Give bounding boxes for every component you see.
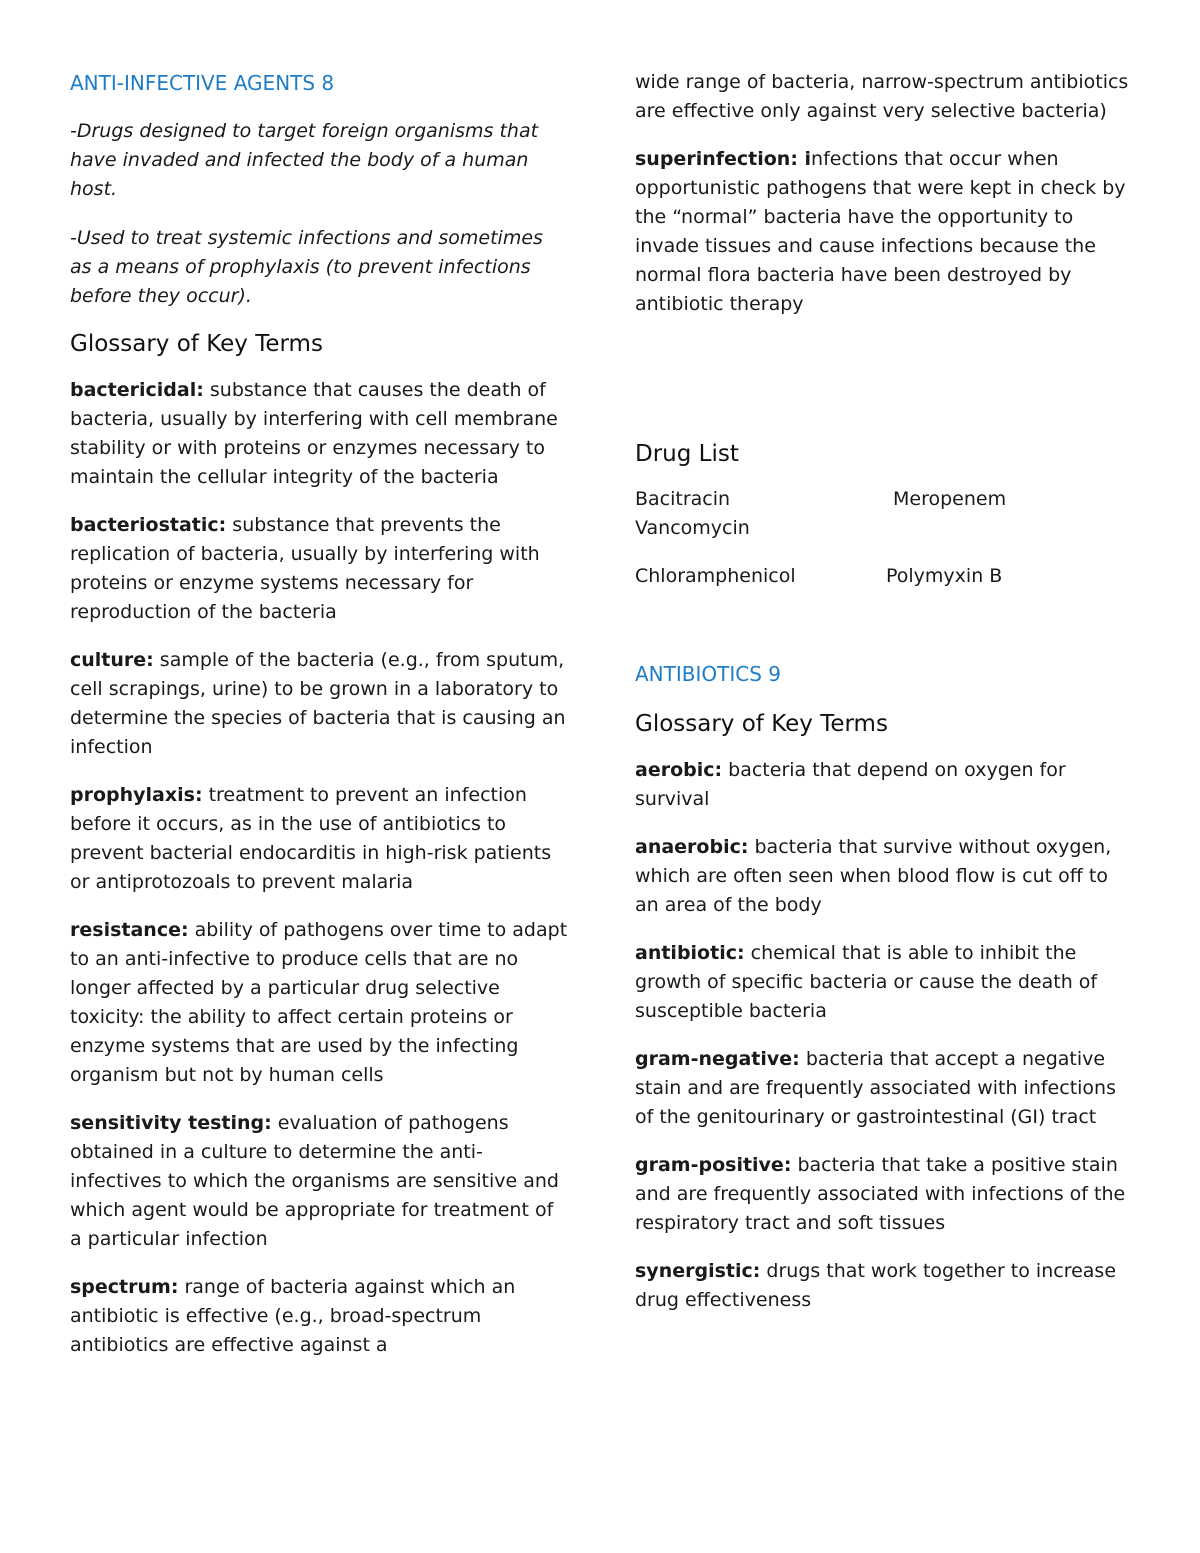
term-definition: substance that prevents the replication of bacteria, usually by interfering with proteins or enzyme systems necessary for reproduction of the bacteria xyxy=(70,514,540,623)
section-title-antibiotics: ANTIBIOTICS 9 xyxy=(635,662,781,686)
drug-item: Chloramphenicol xyxy=(635,565,796,587)
drug-item: Vancomycin xyxy=(635,517,750,539)
term-label: bactericidal: xyxy=(70,379,204,401)
term-definition: treatment to prevent an infection before it occurs, as in the use of antibiotics to prevent bacterial endocarditis in high-risk patients or antiprotozoals to prevent malaria xyxy=(70,784,552,893)
term-entry-synergistic xyxy=(635,1257,1135,1315)
term-definition: bacteria that survive without oxygen, which are often seen when blood flow is cut off to an area of the body xyxy=(635,836,1112,916)
term-entry-bactericidal xyxy=(70,376,570,492)
term-entry-anaerobic xyxy=(635,833,1135,920)
term-label: synergistic: xyxy=(635,1260,761,1282)
term-entry-gram-negative xyxy=(635,1045,1135,1132)
term-definition: ability of pathogens over time to adapt to an anti-infective to produce cells that are no longer affected by a particular drug selective toxicity: the ability to affect certain proteins or enzyme systems that are used by the infecting organism but not by human cells xyxy=(70,919,568,1086)
term-entry-sensitivity-testing xyxy=(70,1109,570,1254)
term-entry-aerobic xyxy=(635,756,1135,814)
term-entry-bacteriostatic xyxy=(70,511,570,627)
term-label: spectrum: xyxy=(70,1276,179,1298)
term-entry-prophylaxis xyxy=(70,781,570,897)
term-label: gram-positive: xyxy=(635,1154,792,1176)
term-entry-spectrum xyxy=(70,1273,570,1360)
term-label: prophylaxis: xyxy=(70,784,203,806)
drug-item: Polymyxin B xyxy=(886,565,1003,587)
intro-paragraph-1: -Drugs designed to target foreign organisms that have invaded and infected the body of a human host. xyxy=(70,120,539,200)
drug-item: Meropenem xyxy=(893,488,1007,510)
term-definition: drugs that work together to increase drug effectiveness xyxy=(635,1260,1117,1311)
term-label: sensitivity testing: xyxy=(70,1112,272,1134)
term-entry-culture xyxy=(70,646,570,762)
term-definition: bacteria that accept a negative stain and are frequently associated with infections of the genitourinary or gastrointestinal (GI) tract xyxy=(635,1048,1116,1128)
drug-list-row-1 xyxy=(635,485,1135,514)
term-label: superinfection: i xyxy=(635,148,812,170)
drug-list-heading: Drug List xyxy=(635,441,739,467)
term-definition: range of bacteria against which an antibiotic is effective (e.g., broad-spectrum antibiotics are effective against a xyxy=(70,1276,516,1356)
intro-paragraph-2: -Used to treat systemic infections and sometimes as a means of prophylaxis (to prevent infections before they occur). xyxy=(70,227,543,307)
spectrum-continued: wide range of bacteria, narrow-spectrum antibiotics are effective only against very selective bacteria) xyxy=(635,71,1129,122)
glossary-heading-left: Glossary of Key Terms xyxy=(70,331,323,357)
term-definition: bacteria that take a positive stain and are frequently associated with infections of the respiratory tract and soft tissues xyxy=(635,1154,1126,1234)
drug-list-row-2 xyxy=(635,562,1135,591)
drug-list-row-1-wrap xyxy=(635,514,1135,543)
term-entry-superinfection xyxy=(635,145,1135,319)
term-definition: nfections that occur when opportunistic pathogens that were kept in check by the “normal” bacteria have the opportunity to invade tissues and cause infections because the normal flora bacteria have been destroyed by antibiotic therapy xyxy=(635,148,1126,315)
term-label: antibiotic: xyxy=(635,942,745,964)
term-definition: evaluation of pathogens obtained in a culture to determine the anti-infectives to which the organisms are sensitive and which agent would be appropriate for treatment of a particular infection xyxy=(70,1112,559,1250)
term-definition: chemical that is able to inhibit the growth of specific bacteria or cause the death of susceptible bacteria xyxy=(635,942,1098,1022)
term-definition: substance that causes the death of bacteria, usually by interfering with cell membrane stability or with proteins or enzymes necessary to maintain the cellular integrity of the bacteria xyxy=(70,379,558,488)
term-entry-resistance xyxy=(70,916,570,1090)
term-label: anaerobic: xyxy=(635,836,749,858)
glossary-heading-right: Glossary of Key Terms xyxy=(635,711,888,737)
term-label: culture: xyxy=(70,649,154,671)
left-column xyxy=(70,0,570,1360)
term-definition: sample of the bacteria (e.g., from sputum, cell scrapings, urine) to be grown in a laboratory to determine the species of bacteria that is causing an infection xyxy=(70,649,566,758)
term-label: aerobic: xyxy=(635,759,723,781)
term-entry-gram-positive xyxy=(635,1151,1135,1238)
term-label: gram-negative: xyxy=(635,1048,800,1070)
term-label: resistance: xyxy=(70,919,189,941)
term-definition: bacteria that depend on oxygen for survival xyxy=(635,759,1066,810)
term-entry-antibiotic xyxy=(635,939,1135,1026)
right-column xyxy=(635,0,1135,1315)
drug-item: Bacitracin xyxy=(635,488,731,510)
section-title-anti-infective: ANTI-INFECTIVE AGENTS 8 xyxy=(70,71,335,95)
term-label: bacteriostatic: xyxy=(70,514,227,536)
